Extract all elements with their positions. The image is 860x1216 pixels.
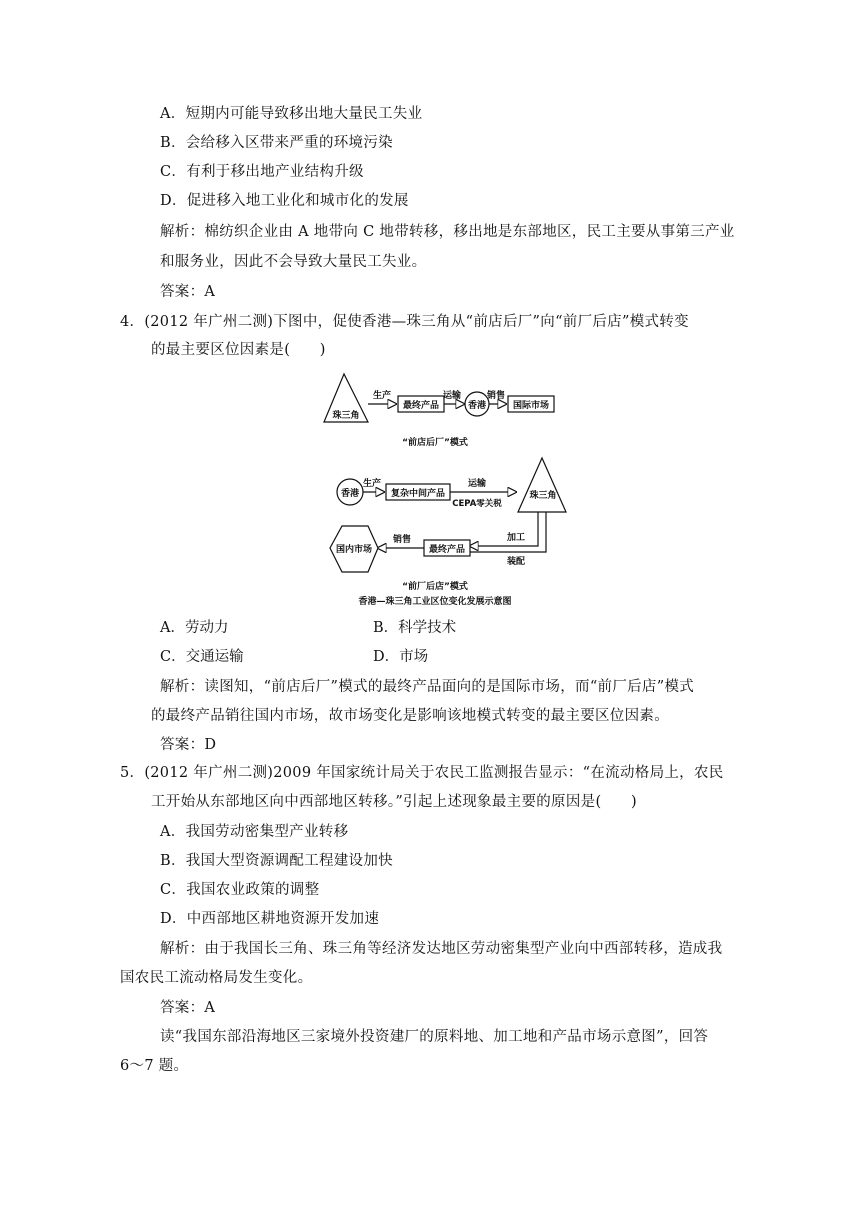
q3-analysis-line2: 和服务业，因此不会导致大量民工失业。	[160, 254, 427, 270]
process-label-processing: 加工	[506, 533, 526, 543]
q4-option-d: D．市场	[373, 649, 429, 665]
q4-stem-line1: 4．(2012 年广州二测)下图中，促使香港—珠三角从“前店后厂”向“前厂后店”模式转变	[120, 314, 689, 330]
arrow-label-transport-2: 运输	[467, 479, 487, 489]
q3-answer: 答案：A	[160, 284, 216, 300]
pearl-river-delta-triangle-2	[518, 458, 566, 512]
q4-option-b: B．科学技术	[373, 620, 457, 636]
triangle-label: 珠三角	[332, 411, 360, 421]
q5-stem-line2: 工开始从东部地区向中西部地区转移。”引起上述现象最主要的原因是( )	[151, 794, 637, 810]
intermediate-product-label: 复杂中间产品	[390, 489, 446, 499]
q4-option-a: A．劳动力	[160, 620, 229, 636]
q5-analysis-line2: 国农民工流动格局发生变化。	[120, 970, 313, 986]
top-caption: “前店后厂”模式	[402, 438, 468, 448]
final-product-label: 最终产品	[402, 401, 440, 411]
bottom-caption: “前厂后店”模式	[402, 582, 468, 592]
q5-option-b: B．我国大型资源调配工程建设加快	[160, 853, 393, 869]
q5-analysis-line1: 解析：由于我国长三角、珠三角等经济发达地区劳动密集型产业向中西部转移，造成我	[160, 941, 723, 957]
arrow-label-produce-2: 生产	[362, 479, 382, 489]
q5-option-c: C．我国农业政策的调整	[160, 882, 320, 898]
arrow-label-sell: 销售	[486, 391, 506, 401]
cepa-label: CEPA零关税	[452, 499, 502, 509]
q4-analysis-line1: 解析：读图知，“前店后厂”模式的最终产品面向的是国际市场，而“前厂后店”模式	[160, 679, 695, 695]
front-shop-back-factory-model	[324, 374, 554, 448]
location-change-diagram	[320, 340, 580, 610]
q4-stem-line2: 的最主要区位因素是( )	[151, 342, 326, 358]
front-factory-back-shop-model	[330, 458, 566, 607]
q5-option-d: D．中西部地区耕地资源开发加速	[160, 911, 380, 927]
arrow-label-produce: 生产	[372, 391, 392, 401]
hongkong-label-2: 香港	[340, 489, 360, 499]
q4-analysis-line2: 的最终产品销往国内市场，故市场变化是影响该地模式转变的最主要区位因素。	[151, 708, 669, 724]
q3-option-b: B．会给移入区带来严重的环境污染	[160, 135, 393, 151]
arrow-label-sell-2: 销售	[392, 535, 412, 545]
intro-line2: 6～7 题。	[120, 1058, 189, 1074]
q3-option-c: C．有利于移出地产业结构升级	[160, 164, 364, 180]
arrow-label-transport: 运输	[442, 391, 462, 401]
diagram-title: 香港—珠三角工业区位变化发展示意图	[358, 597, 512, 607]
q4-answer: 答案：D	[160, 737, 217, 753]
intro-line1: 读“我国东部沿海地区三家境外投资建厂的原料地、加工地和产品市场示意图”，回答	[160, 1029, 709, 1045]
process-label-assembly: 装配	[506, 557, 526, 567]
q3-option-d: D．促进移入地工业化和城市化的发展	[160, 193, 409, 209]
q5-option-a: A．我国劳动密集型产业转移	[160, 824, 349, 840]
q4-option-c: C．交通运输	[160, 649, 244, 665]
triangle-label-2: 珠三角	[529, 491, 557, 501]
hongkong-label: 香港	[467, 401, 487, 411]
q5-stem-line1: 5．(2012 年广州二测)2009 年国家统计局关于农民工监测报告显示：“在流动格局上，农民	[120, 765, 724, 781]
domestic-market-label: 国内市场	[335, 545, 373, 555]
international-market-label: 国际市场	[512, 401, 550, 411]
q3-option-a: A．短期内可能导致移出地大量民工失业	[160, 106, 423, 122]
q3-analysis-line1: 解析：棉纺织企业由 A 地带向 C 地带转移，移出地是东部地区，民工主要从事第三产业	[160, 224, 735, 240]
q5-answer: 答案：A	[160, 1000, 216, 1016]
final-product-label-2: 最终产品	[428, 545, 466, 555]
